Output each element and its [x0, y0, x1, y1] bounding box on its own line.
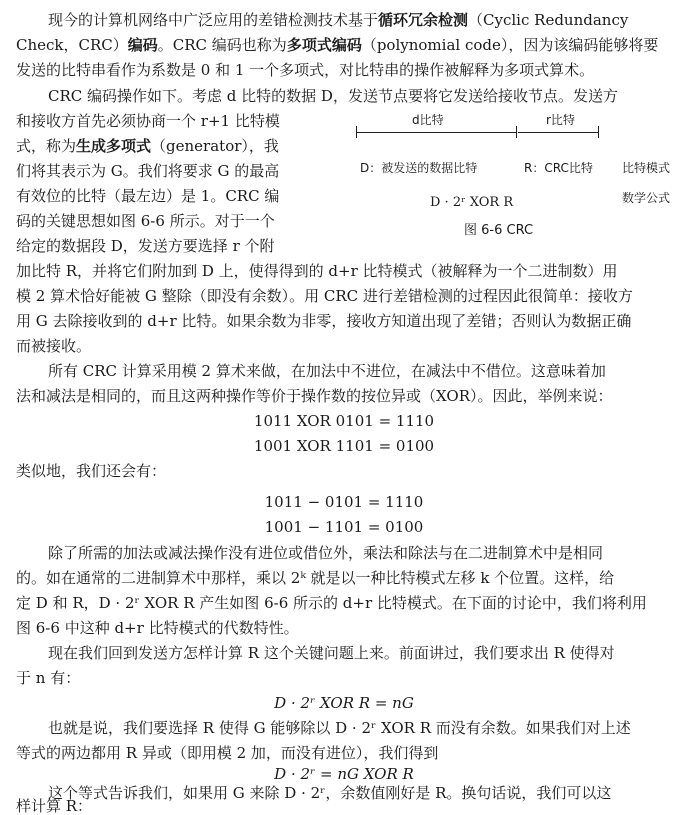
p5-line-4: 等式的两边都用 R 异或（即用模 2 加，而没有进位），我们得到	[16, 744, 439, 762]
p3-line-2: 法和减法是相同的，而且这两种操作等价于操作数的按位异或（XOR）。因此，举例来说：	[16, 387, 613, 405]
p2-line-11: 而被接收。	[16, 337, 92, 355]
p2-line-2: 和接收方首先必须协商一个 r+1 比特模	[16, 112, 280, 130]
p4-line-3: 定 D 和 R，D · 2ʳ XOR R 产生如图 6-6 所示的 d+r 比特模式。在下面的讨论中，我们将利用	[16, 594, 647, 612]
text: （generator），我	[151, 137, 279, 155]
text: （Cyclic Redundancy	[468, 11, 629, 29]
equation: 1001 XOR 1101 = 0100	[253, 437, 435, 455]
r-bits-bracket	[518, 132, 598, 133]
p2-line-5: 有效位的比特（最左边）是 1。CRC 编	[16, 187, 280, 205]
p2-line-6: 码的关键思想如图 6-6 所示。对于一个	[16, 212, 275, 230]
text: 式，称为	[16, 137, 77, 155]
term-encoding: 编码	[127, 36, 158, 54]
term-generator: 生成多项式	[76, 137, 152, 155]
text: 。CRC 编码也称为	[157, 36, 287, 54]
p5-line-5: 这个等式告诉我们，如果用 G 来除 D · 2ʳ，余数值刚好是 R。换句话说，我们可以这	[48, 784, 612, 802]
p2-line-8: 加比特 R，并将它们附加到 D 上，使得得到的 d+r 比特模式（被解释为一个二进制数）用	[16, 262, 618, 280]
p2-line-4: 们将其表示为 G。我们将要求 G 的最高	[16, 162, 280, 180]
data-bits-label: D：被发送的数据比特	[360, 161, 478, 175]
r-bits-label: r比特	[546, 113, 575, 127]
p5-line-3: 也就是说，我们要选择 R 使得 G 能够除以 D · 2ʳ XOR R 而没有余数。如果我们对上述	[48, 719, 631, 737]
term-polynomial-code: 多项式编码	[286, 36, 362, 54]
p5-line-2: 于 n 有：	[16, 669, 81, 687]
equation: 1011 − 0101 = 1110	[264, 493, 424, 511]
p4-line-2: 的。如在通常的二进制算术中那样，乘以 2ᵏ 就是以一种比特模式左移 k 个位置。这样，给	[16, 569, 615, 587]
p1-line-2	[16, 33, 678, 58]
p4-line-4: 图 6-6 中这种 d+r 比特模式的代数特性。	[16, 619, 299, 637]
equation: D · 2ʳ XOR R = nG	[274, 694, 414, 712]
d-bits-bracket	[356, 132, 516, 133]
bracket-tick	[598, 126, 599, 138]
p2-line-1: CRC 编码操作如下。考虑 d 比特的数据 D，发送节点要将它发送给接收节点。发送方	[48, 87, 618, 105]
text: 现今的计算机网络中广泛应用的差错检测技术基于	[48, 11, 379, 29]
bit-pattern-label: 比特模式	[622, 161, 671, 175]
text: Check，CRC）	[16, 36, 128, 54]
p1-line-3: 发送的比特串看作为系数是 0 和 1 一个多项式，对比特串的操作被解释为多项式算术。	[16, 61, 595, 79]
p2-line-9: 模 2 算术恰好能被 G 整除（即没有余数）。用 CRC 进行差错检测的过程因此很简单：接收方	[16, 287, 633, 305]
p3-line-1: 所有 CRC 计算采用模 2 算术来做，在加法中不进位，在减法中不借位。这意味着加	[48, 362, 606, 380]
p5-line-1: 现在我们回到发送方怎样计算 R 这个关键问题上来。前面讲过，我们要求出 R 使得对	[48, 644, 615, 662]
equation: 1011 XOR 0101 = 1110	[253, 412, 435, 430]
d-bits-label: d比特	[412, 113, 444, 127]
p1-line-1	[16, 8, 678, 33]
equation: 1001 − 1101 = 0100	[264, 518, 424, 536]
text: （polynomial code），因为该编码能够将要	[361, 36, 659, 54]
bracket-tick	[356, 126, 357, 138]
equation: D · 2ʳ = nG XOR R	[274, 765, 414, 783]
math-formula-label: 数学公式	[622, 191, 671, 205]
p2-line-7: 给定的数据段 D，发送方要选择 r 个附	[16, 237, 275, 255]
p2-line-10: 用 G 去除接收到的 d+r 比特。如果余数为非零，接收方知道出现了差错；否则认为数据正确	[16, 312, 632, 330]
bracket-tick	[516, 126, 517, 138]
formula-label: D · 2ʳ XOR R	[430, 195, 514, 210]
p3-line-3: 类似地，我们还会有：	[16, 462, 167, 480]
p2-line-3	[16, 134, 338, 159]
figure-caption: 图 6-6 CRC	[464, 223, 534, 238]
crc-bits-label: R：CRC比特	[524, 161, 593, 175]
p4-line-1: 除了所需的加法或减法操作没有进位或借位外，乘法和除法与在二进制算术中是相同	[48, 544, 604, 562]
p5-line-6: 样计算 R：	[16, 797, 93, 815]
term-crc: 循环冗余检测	[378, 11, 469, 29]
figure-6-6	[346, 108, 680, 238]
